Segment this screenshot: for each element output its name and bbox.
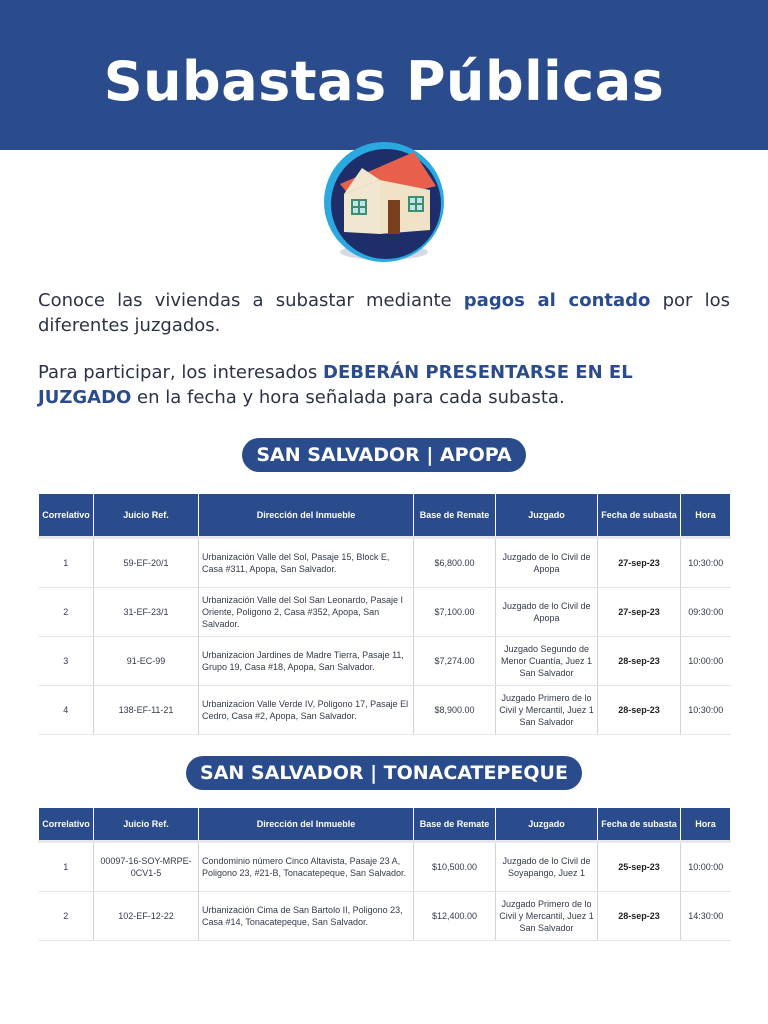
cell-time: 10:30:00: [681, 686, 731, 735]
cell-ref: 31-EF-23/1: [94, 588, 199, 637]
table-row: [39, 637, 731, 686]
page-title: Subastas Públicas: [103, 50, 665, 113]
cell-address: Urbanizacion Jardines de Madre Tierra, Pasaje 11, Grupo 19, Casa #18, Apopa, San Salvador.: [199, 637, 414, 686]
col-header-juzgado: Juzgado: [496, 494, 598, 538]
cell-time: 10:00:00: [681, 842, 731, 892]
cell-court: Juzgado Primero de lo Civil y Mercantil, Juez 1 San Salvador: [496, 892, 598, 941]
col-header-correlativo: Correlativo: [39, 494, 94, 538]
intro-paragraph-2: Para participar, los interesados DEBERÁN PRESENTARSE EN EL JUZGADO en la fecha y hora señalada para cada subasta.: [38, 362, 633, 408]
cell-court: Juzgado de lo Civil de Apopa: [496, 588, 598, 637]
col-header-direccion: Dirección del Inmueble: [199, 808, 414, 842]
intro-highlight-cash: pagos al contado: [463, 290, 651, 311]
col-header-correlativo: Correlativo: [39, 808, 94, 842]
cell-time: 09:30:00: [681, 588, 731, 637]
col-header-fecha: Fecha de subasta: [598, 494, 681, 538]
cell-correlativo: 2: [39, 892, 94, 941]
cell-date: 28-sep-23: [598, 637, 681, 686]
col-header-base-remate: Base de Remate: [414, 808, 496, 842]
cell-correlativo: 1: [39, 842, 94, 892]
col-header-juicio-ref: Juicio Ref.: [94, 808, 199, 842]
cell-time: 14:30:00: [681, 892, 731, 941]
table-row: [39, 588, 731, 637]
cell-address: Urbanización Cima de San Bartolo II, Poligono 23, Casa #14, Tonacatepeque, San Salvador.: [199, 892, 414, 941]
intro-highlight-court: DEBERÁN PRESENTARSE EN EL JUZGADO: [38, 362, 633, 408]
cell-base: $6,800.00: [414, 538, 496, 588]
auction-table-tonacatepeque: [38, 807, 731, 941]
col-header-juicio-ref: Juicio Ref.: [94, 494, 199, 538]
cell-address: Urbanización Valle del Sol San Leonardo, Pasaje I Oriente, Poligono 2, Casa #352, Apopa, San Salvador.: [199, 588, 414, 637]
col-header-juzgado: Juzgado: [496, 808, 598, 842]
cell-time: 10:00:00: [681, 637, 731, 686]
cell-court: Juzgado Segundo de Menor Cuantía, Juez 1 San Salvador: [496, 637, 598, 686]
cell-date: 28-sep-23: [598, 892, 681, 941]
table-header-row: [39, 808, 731, 842]
section-title-tonacatepeque: SAN SALVADOR | TONACATEPEQUE: [186, 756, 582, 790]
cell-ref: 102-EF-12-22: [94, 892, 199, 941]
cell-date: 27-sep-23: [598, 588, 681, 637]
table-row: [39, 686, 731, 735]
cell-base: $10,500.00: [414, 842, 496, 892]
cell-correlativo: 1: [39, 538, 94, 588]
cell-base: $7,274.00: [414, 637, 496, 686]
cell-date: 25-sep-23: [598, 842, 681, 892]
intro-paragraph-1: Conoce las viviendas a subastar mediante pagos al contado por los diferentes juzgados.: [38, 290, 730, 336]
section-title-apopa: SAN SALVADOR | APOPA: [242, 438, 526, 472]
auction-table-apopa: [38, 493, 731, 735]
cell-ref: 91-EC-99: [94, 637, 199, 686]
cell-base: $7,100.00: [414, 588, 496, 637]
house-icon: [318, 134, 450, 274]
header-banner: [0, 0, 768, 150]
table-header-row: [39, 494, 731, 538]
cell-address: Urbanizacion Valle Verde IV, Poligono 17, Pasaje El Cedro, Casa #2, Apopa, San Salvador.: [199, 686, 414, 735]
cell-correlativo: 4: [39, 686, 94, 735]
cell-date: 27-sep-23: [598, 538, 681, 588]
cell-court: Juzgado de lo Civil de Soyapango, Juez 1: [496, 842, 598, 892]
cell-ref: 59-EF-20/1: [94, 538, 199, 588]
cell-correlativo: 3: [39, 637, 94, 686]
table-row: [39, 892, 731, 941]
cell-base: $12,400.00: [414, 892, 496, 941]
cell-address: Urbanización Valle del Sol, Pasaje 15, Block E, Casa #311, Apopa, San Salvador.: [199, 538, 414, 588]
col-header-fecha: Fecha de subasta: [598, 808, 681, 842]
cell-ref: 138-EF-11-21: [94, 686, 199, 735]
cell-ref: 00097-16-SOY-MRPE-0CV1-5: [94, 842, 199, 892]
cell-date: 28-sep-23: [598, 686, 681, 735]
cell-address: Condominio número Cinco Altavista, Pasaje 23 A, Poligono 23, #21-B, Tonacatepeque, San Salvador.: [199, 842, 414, 892]
cell-correlativo: 2: [39, 588, 94, 637]
house-badge: [318, 134, 450, 274]
cell-court: Juzgado Primero de lo Civil y Mercantil, Juez 1 San Salvador: [496, 686, 598, 735]
col-header-hora: Hora: [681, 808, 731, 842]
col-header-base-remate: Base de Remate: [414, 494, 496, 538]
table-row: [39, 538, 731, 588]
cell-time: 10:30:00: [681, 538, 731, 588]
col-header-hora: Hora: [681, 494, 731, 538]
cell-base: $8,900.00: [414, 686, 496, 735]
table-row: [39, 842, 731, 892]
cell-court: Juzgado de lo Civil de Apopa: [496, 538, 598, 588]
col-header-direccion: Dirección del Inmueble: [199, 494, 414, 538]
